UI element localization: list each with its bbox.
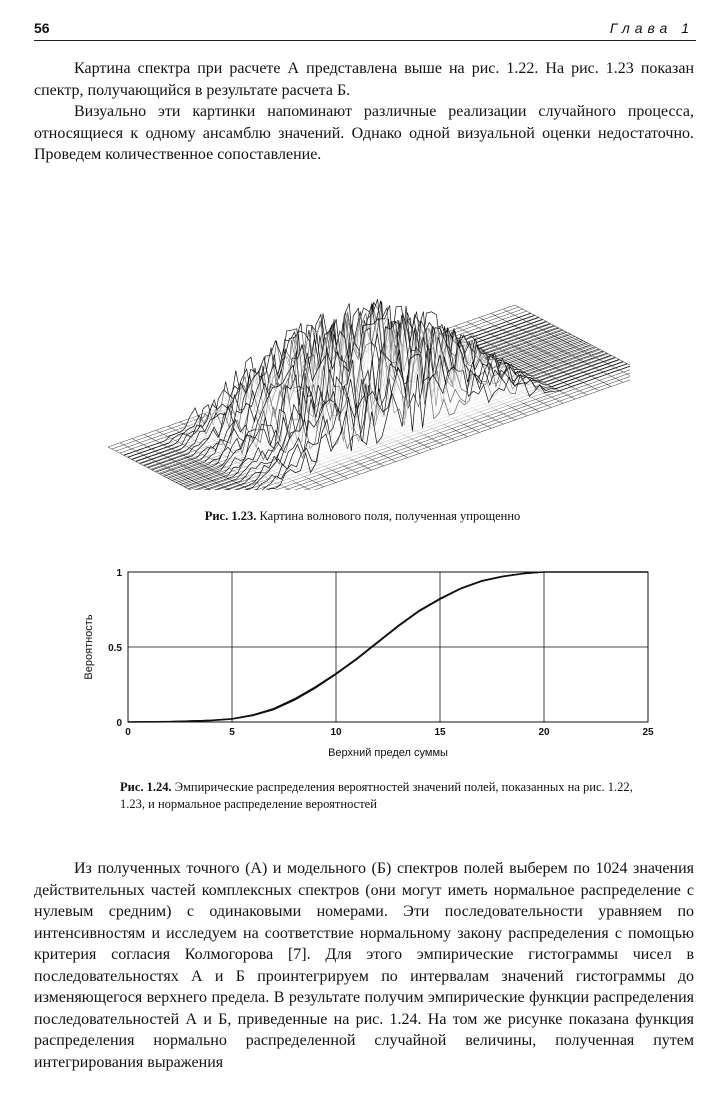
page-number: 56 (34, 20, 50, 36)
y-tick-label: 0.5 (108, 643, 122, 654)
figure-1-23-label: Рис. 1.23. (204, 509, 257, 523)
x-tick-label: 15 (434, 727, 446, 738)
x-tick-label: 10 (330, 727, 342, 738)
figure-1-24-caption (120, 779, 640, 813)
y-tick-label: 0 (116, 718, 122, 729)
wave-field-surface-plot (100, 200, 630, 490)
paragraph-2: Визуально эти картинки напоминают различные реализации случайного процесса, относящиеся к одному ансамблю значений. Однако одной визуальной оценки недостаточно. Проведем количественное сопоставление. (34, 103, 694, 163)
running-header (34, 18, 696, 41)
x-tick-label: 20 (538, 727, 550, 738)
y-axis-label: Вероятность (83, 614, 95, 680)
x-axis-label: Верхний предел суммы (328, 747, 448, 759)
chapter-title: Глава 1 (609, 20, 694, 36)
y-tick-label: 1 (116, 568, 122, 579)
figure-1-23-text: Картина волнового поля, полученная упрощенно (256, 509, 521, 523)
paragraph-1: Картина спектра при расчете А представлена выше на рис. 1.22. На рис. 1.23 показан спектр, получающийся в результате расчета Б. (34, 60, 694, 99)
x-tick-label: 0 (125, 727, 131, 738)
figure-1-24-label: Рис. 1.24. (120, 780, 172, 794)
x-tick-labels (125, 727, 654, 738)
y-tick-labels (108, 568, 122, 729)
figure-1-23-caption (0, 508, 725, 525)
x-tick-label: 5 (229, 727, 235, 738)
x-tick-label: 25 (642, 727, 654, 738)
paragraph-3: Из полученных точного (А) и модельного (Б) спектров полей выберем по 1024 значения действительных частей комплексных спектров (они могут иметь нормальное распределение с нулевым средним) с одинаковыми номерами. Эти последовательности уравняем по интенсивностям и исследуем на соответствие нормальному закону распределения с помощью критерия согласия Колмогорова [7]. Для этого эмпирические гистограммы чисел в последовательностях А и Б проинтегрируем по интервалам значений гистограммы до изменяющегося верхнего предела. В результате получим эмпирические функции распределения последовательностей А и Б, приведенные на рис. 1.24. На том же рисунке показана функция распределения нормально распределенной случайной величины, полученная путем интегрирования выражения (34, 860, 694, 1071)
figure-1-24-text: Эмпирические распределения вероятностей значений полей, показанных на рис. 1.22, 1.23, и нормальное распределение вероятностей (120, 780, 633, 811)
chart-gridlines (128, 572, 648, 722)
probability-chart (70, 555, 670, 770)
